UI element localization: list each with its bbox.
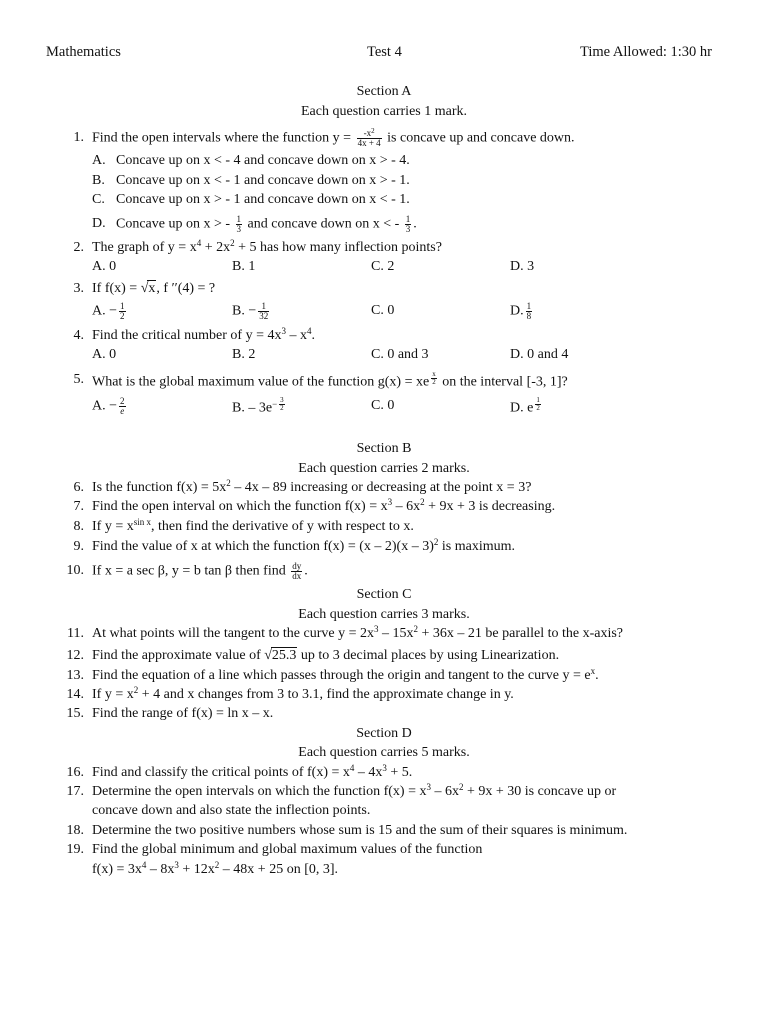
subject-label: Mathematics	[46, 44, 121, 60]
question-text: Find the open intervals where the function y = $\frac{-x^2}{4x + 4}$ is concave up and concave down.	[92, 127, 575, 148]
section-b-marks: Each question carries 2 marks.	[298, 461, 470, 476]
section-c-marks: Each question carries 3 marks.	[298, 607, 470, 622]
section-c-title: Section C	[356, 587, 412, 602]
section-a-marks: Each question carries 1 mark.	[301, 104, 467, 119]
section-d-marks: Each question carries 5 marks.	[298, 745, 470, 760]
fraction: $\frac{-x^2}{4x + 4}$	[357, 127, 381, 148]
question-number: 1.	[73, 130, 84, 145]
time-allowed: Time Allowed: 1:30 hr	[580, 44, 712, 60]
section-a-title: Section A	[356, 84, 412, 99]
section-b-title: Section B	[356, 441, 412, 456]
test-label: Test 4	[367, 44, 402, 60]
section-d-title: Section D	[356, 726, 412, 741]
